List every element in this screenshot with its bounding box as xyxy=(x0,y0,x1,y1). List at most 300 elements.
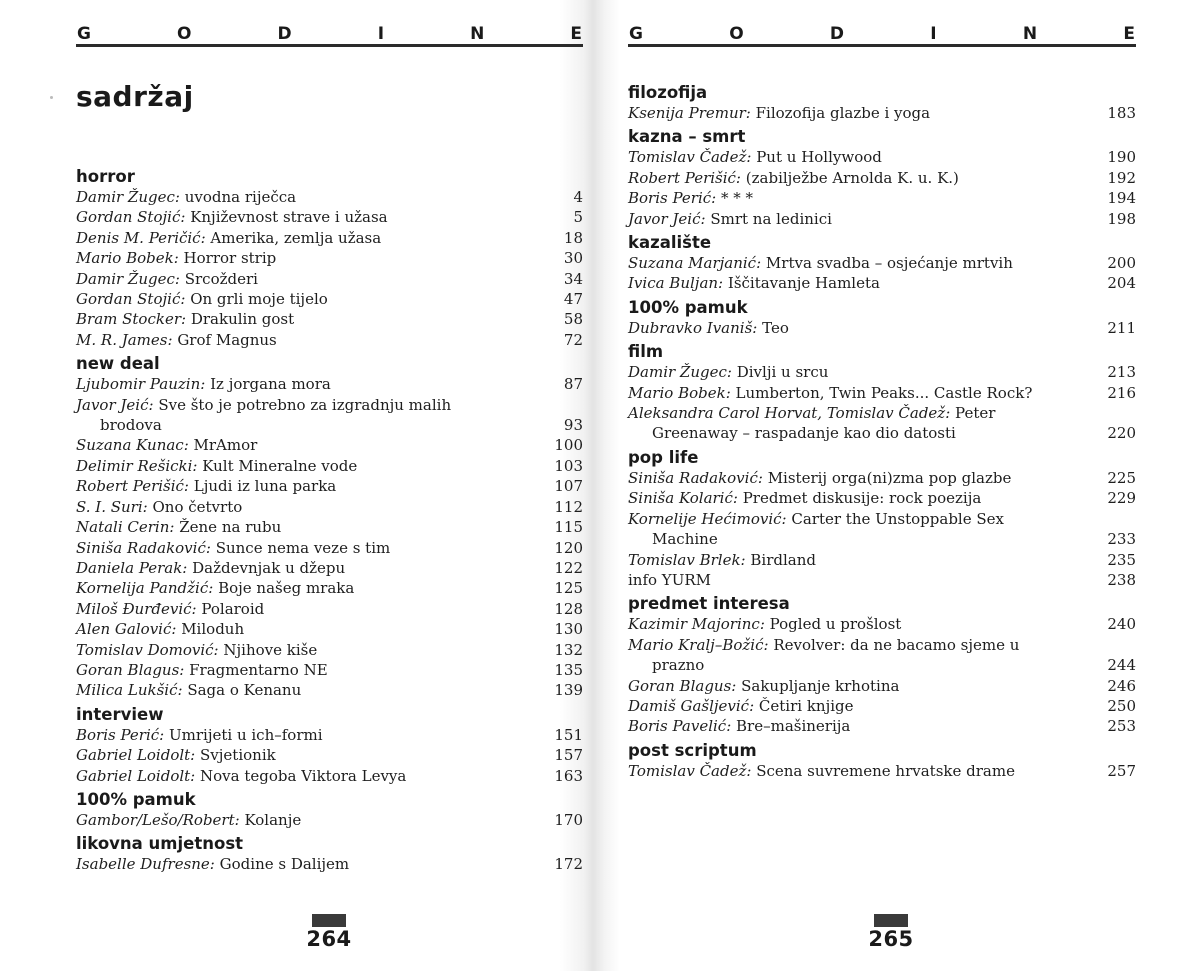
toc-entry[interactable] xyxy=(76,558,583,578)
toc-entry[interactable] xyxy=(628,362,1136,382)
entry-page-number: 103 xyxy=(554,456,583,475)
toc-section xyxy=(628,83,1136,123)
folio-bar xyxy=(874,914,908,927)
entry-author: Suzana Marjanić: xyxy=(628,254,762,273)
entry-title: Daždevnjak u džepu xyxy=(192,558,346,577)
entry-author: Natali Cerin: xyxy=(76,518,175,537)
toc-entry[interactable] xyxy=(76,374,583,394)
entry-text xyxy=(628,696,1106,716)
entry-author: Javor Jeić: xyxy=(628,209,706,228)
entry-title: MrAmor xyxy=(193,436,258,455)
entry-author: Boris Pavelić: xyxy=(628,717,732,736)
section-title: filozofija xyxy=(628,83,708,102)
entry-author: Denis M. Peričić: xyxy=(76,228,206,247)
section-title: pop life xyxy=(628,447,699,467)
toc-entry[interactable] xyxy=(76,517,583,537)
running-head-letter: D xyxy=(829,24,845,44)
entry-text xyxy=(628,614,1106,634)
entry-page-number: 172 xyxy=(554,855,583,874)
toc-entry[interactable] xyxy=(628,403,1136,444)
toc-entry[interactable] xyxy=(628,383,1136,403)
entry-title: Amerika, zemlja užasa xyxy=(210,228,382,247)
entry-author: Robert Perišić: xyxy=(628,168,741,187)
entry-author: Kornelije Hećimović: xyxy=(628,509,787,528)
entry-page-number: 246 xyxy=(1107,676,1136,695)
toc-entry[interactable] xyxy=(76,228,583,248)
entry-page-number: 216 xyxy=(1107,383,1136,402)
section-title: kazalište xyxy=(628,233,712,253)
entry-title: Kolanje xyxy=(244,810,302,829)
entry-author: Tomislav Domović: xyxy=(76,640,219,659)
entry-text xyxy=(76,599,553,619)
entry-text xyxy=(628,509,1106,550)
entry-title: Saga o Kenanu xyxy=(187,681,302,700)
entry-page-number: 233 xyxy=(1107,530,1136,549)
entry-title: Pogled u prošlost xyxy=(769,615,902,634)
entry-page-number: 170 xyxy=(554,810,583,829)
entry-text xyxy=(628,103,1106,123)
page-number: 264 xyxy=(306,927,352,951)
entry-title: Miloduh xyxy=(181,620,245,639)
entry-author: Boris Perić: xyxy=(628,189,717,208)
entry-author: Gordan Stojić: xyxy=(76,290,186,309)
running-head-letter: N xyxy=(470,24,485,44)
entry-author: Kazimir Majorinc: xyxy=(628,615,765,634)
entry-text xyxy=(76,187,553,207)
entry-author: Tomislav Čadež: xyxy=(628,761,752,780)
toc-entry[interactable] xyxy=(628,209,1136,229)
entry-text xyxy=(628,147,1106,167)
entry-page-number: 204 xyxy=(1107,274,1136,293)
entry-text xyxy=(76,578,553,598)
entry-title: Revolver: da ne bacamo sjeme u xyxy=(773,635,1020,654)
entry-text xyxy=(76,725,553,745)
toc-section xyxy=(628,342,1136,444)
entry-author: Gabriel Loidolt: xyxy=(76,766,196,785)
entry-text xyxy=(76,497,553,517)
entry-text xyxy=(628,761,1106,781)
entry-page-number: 125 xyxy=(554,579,583,598)
entry-text xyxy=(628,403,1106,444)
toc-entry[interactable] xyxy=(628,468,1136,488)
entry-author: Ivica Buljan: xyxy=(628,274,724,293)
entry-text xyxy=(628,209,1106,229)
toc-section xyxy=(76,167,583,350)
entry-text xyxy=(76,228,553,248)
entry-text xyxy=(76,248,553,268)
running-head-letter: N xyxy=(1022,24,1038,44)
entry-page-number: 139 xyxy=(554,681,583,700)
right-page xyxy=(628,0,1136,971)
entry-text xyxy=(76,269,553,289)
section-title: 100% pamuk xyxy=(76,789,196,809)
toc-entry[interactable] xyxy=(76,395,583,436)
entry-title: Put u Hollywood xyxy=(756,148,882,167)
entry-page-number: 107 xyxy=(554,477,583,496)
entry-page-number: 115 xyxy=(554,518,583,537)
section-title: 100% pamuk xyxy=(628,297,748,317)
toc-entry[interactable] xyxy=(76,289,583,309)
entry-author: Tomislav Čadež: xyxy=(628,148,752,167)
running-head-letter: E xyxy=(570,24,582,44)
entry-title: Kult Mineralne vode xyxy=(202,456,358,475)
entry-title: info YURM xyxy=(628,570,712,589)
toc-entry[interactable] xyxy=(76,680,583,700)
entry-author: Isabelle Dufresne: xyxy=(76,855,215,874)
section-title: film xyxy=(628,342,664,362)
toc-entry[interactable] xyxy=(628,570,1136,590)
section-title: likovna umjetnost xyxy=(76,834,244,854)
entry-title: Sunce nema veze s tim xyxy=(215,538,391,557)
toc-entry[interactable] xyxy=(628,761,1136,781)
folio xyxy=(851,914,931,950)
entry-author: Gordan Stojić: xyxy=(76,208,186,227)
entry-author: Alen Galović: xyxy=(76,620,177,639)
toc-entry[interactable] xyxy=(76,578,583,598)
entry-text xyxy=(76,289,553,309)
entry-page-number: 135 xyxy=(554,660,583,679)
toc-entry[interactable] xyxy=(628,696,1136,716)
toc-entry[interactable] xyxy=(76,660,583,680)
entry-text xyxy=(628,570,1106,590)
entry-text xyxy=(628,550,1106,570)
toc-title: sadržaj xyxy=(76,80,194,113)
entry-page-number: 220 xyxy=(1107,424,1136,443)
entry-author: Damir Žugec: xyxy=(76,269,180,288)
entry-text xyxy=(76,810,553,830)
entry-page-number: 132 xyxy=(554,640,583,659)
toc-list xyxy=(76,167,583,879)
entry-text xyxy=(76,435,553,455)
entry-page-number: 240 xyxy=(1107,615,1136,634)
entry-author: Mario Bobek: xyxy=(76,249,179,268)
toc-entry[interactable] xyxy=(76,497,583,517)
toc-entry[interactable] xyxy=(76,766,583,786)
entry-author: Boris Perić: xyxy=(76,725,165,744)
entry-text xyxy=(76,517,553,537)
entry-text xyxy=(628,635,1106,676)
entry-title: Njihove kiše xyxy=(223,640,318,659)
entry-page-number: 112 xyxy=(554,497,583,516)
running-head-letter: G xyxy=(629,24,643,44)
toc-entry[interactable] xyxy=(76,309,583,329)
entry-author: Mario Bobek: xyxy=(628,383,731,402)
entry-title: Iz jorgana mora xyxy=(210,375,331,394)
entry-title: On grli moje tijelo xyxy=(190,290,328,309)
entry-author: Gambor/Lešo/Robert: xyxy=(76,810,240,829)
entry-page-number: 47 xyxy=(563,290,583,309)
entry-author: Aleksandra Carol Horvat, Tomislav Čadež: xyxy=(628,404,951,423)
entry-title: Predmet diskusije: rock poezija xyxy=(742,489,982,508)
entry-page-number: 250 xyxy=(1107,696,1136,715)
entry-page-number: 4 xyxy=(573,188,583,206)
entry-title-continuation: prazno xyxy=(652,656,705,675)
entry-title: Bre–mašinerija xyxy=(736,717,851,736)
entry-page-number: 253 xyxy=(1107,717,1136,736)
entry-title: Misterij orga(ni)zma pop glazbe xyxy=(767,468,1012,487)
entry-page-number: 34 xyxy=(563,269,583,288)
entry-text xyxy=(76,330,553,350)
entry-author: Gabriel Loidolt: xyxy=(76,746,196,765)
entry-title: Godine s Dalijem xyxy=(219,855,350,874)
toc-section xyxy=(628,127,1136,229)
entry-author: S. I. Suri: xyxy=(76,497,148,516)
entry-author: Suzana Kunac: xyxy=(76,436,189,455)
toc-entry[interactable] xyxy=(628,635,1136,676)
entry-title: Lumberton, Twin Peaks... Castle Rock? xyxy=(735,383,1033,402)
toc-section xyxy=(628,298,1136,338)
entry-title: Birdland xyxy=(750,550,816,569)
entry-page-number: 198 xyxy=(1107,209,1136,228)
running-head xyxy=(76,18,583,44)
toc-entry[interactable] xyxy=(76,745,583,765)
section-title: interview xyxy=(76,704,164,724)
entry-title: * * * xyxy=(721,189,754,208)
entry-page-number: 190 xyxy=(1107,148,1136,167)
running-head-letter: E xyxy=(1123,24,1135,44)
entry-title: Iščitavanje Hamleta xyxy=(727,274,880,293)
entry-page-number: 130 xyxy=(554,620,583,639)
toc-entry[interactable] xyxy=(76,476,583,496)
entry-title: Fragmentarno NE xyxy=(189,660,328,679)
entry-text xyxy=(76,745,553,765)
running-head-letter: I xyxy=(930,24,937,44)
entry-author: Bram Stocker: xyxy=(76,310,187,329)
entry-page-number: 229 xyxy=(1107,489,1136,508)
entry-title: Srcožderi xyxy=(184,269,258,288)
entry-author: Damir Žugec: xyxy=(76,188,180,206)
toc-entry[interactable] xyxy=(76,810,583,830)
entry-author: M. R. James: xyxy=(76,330,173,349)
entry-author: Ksenija Premur: xyxy=(628,104,751,122)
entry-page-number: 194 xyxy=(1107,189,1136,208)
toc-entry[interactable] xyxy=(76,435,583,455)
entry-page-number: 163 xyxy=(554,766,583,785)
entry-page-number: 72 xyxy=(563,330,583,349)
section-title: predmet interesa xyxy=(628,594,790,614)
entry-page-number: 211 xyxy=(1107,318,1136,337)
entry-page-number: 183 xyxy=(1107,104,1136,122)
entry-title: Polaroid xyxy=(201,599,265,618)
entry-title: Sakupljanje krhotina xyxy=(741,676,900,695)
entry-text xyxy=(76,766,553,786)
entry-author: Dubravko Ivaniš: xyxy=(628,318,758,337)
toc-entry[interactable] xyxy=(628,188,1136,208)
entry-title: Svjetionik xyxy=(200,746,276,765)
entry-title: Umrijeti u ich–formi xyxy=(169,725,323,744)
toc-section xyxy=(628,594,1136,736)
toc-entry[interactable] xyxy=(628,716,1136,736)
entry-author: Siniša Radaković: xyxy=(628,468,763,487)
entry-title: Smrt na ledinici xyxy=(710,209,832,228)
toc-section xyxy=(628,448,1136,590)
entry-page-number: 235 xyxy=(1107,550,1136,569)
entry-page-number: 244 xyxy=(1107,656,1136,675)
entry-text xyxy=(628,488,1106,508)
entry-page-number: 200 xyxy=(1107,254,1136,273)
running-head-letter: O xyxy=(729,24,744,44)
toc-entry[interactable] xyxy=(76,599,583,619)
entry-author: Tomislav Brlek: xyxy=(628,550,746,569)
entry-title: (zabilježbe Arnolda K. u. K.) xyxy=(745,168,959,187)
entry-author: Delimir Rešicki: xyxy=(76,456,198,475)
entry-text xyxy=(76,476,553,496)
toc-entry[interactable] xyxy=(76,725,583,745)
entry-author: Siniša Radaković: xyxy=(76,538,211,557)
toc-entry[interactable] xyxy=(628,509,1136,550)
entry-page-number: 87 xyxy=(563,375,583,394)
running-head-rule xyxy=(76,44,583,47)
entry-text xyxy=(76,619,553,639)
entry-author: Ljubomir Pauzin: xyxy=(76,375,206,394)
entry-author: Miloš Đurđević: xyxy=(76,599,197,618)
entry-text xyxy=(76,309,553,329)
entry-text xyxy=(628,383,1106,403)
entry-text xyxy=(76,207,553,227)
entry-title: Ljudi iz luna parka xyxy=(193,477,337,496)
entry-text xyxy=(76,640,553,660)
entry-title: Drakulin gost xyxy=(190,310,295,329)
entry-title: Grof Magnus xyxy=(177,330,277,349)
entry-author: Milica Lukšić: xyxy=(76,681,183,700)
entry-page-number: 128 xyxy=(554,599,583,618)
entry-title: uvodna riječca xyxy=(184,188,297,206)
entry-page-number: 18 xyxy=(563,228,583,247)
toc-entry[interactable] xyxy=(628,676,1136,696)
entry-author: Siniša Kolarić: xyxy=(628,489,738,508)
section-title: horror xyxy=(76,167,135,186)
toc-entry[interactable] xyxy=(628,103,1136,123)
entry-text xyxy=(628,318,1106,338)
entry-author: Goran Blagus: xyxy=(628,676,737,695)
entry-author: Robert Perišić: xyxy=(76,477,189,496)
toc-section xyxy=(628,741,1136,781)
entry-text xyxy=(628,716,1106,736)
entry-text xyxy=(628,676,1106,696)
entry-text xyxy=(628,188,1106,208)
entry-title: Teo xyxy=(762,318,789,337)
entry-page-number: 238 xyxy=(1107,570,1136,589)
entry-title: Žene na rubu xyxy=(179,518,282,537)
entry-author: Goran Blagus: xyxy=(76,660,185,679)
entry-text xyxy=(76,660,553,680)
toc-entry[interactable] xyxy=(76,330,583,350)
toc-entry[interactable] xyxy=(628,614,1136,634)
toc-entry[interactable] xyxy=(628,318,1136,338)
entry-text xyxy=(76,854,553,874)
speck xyxy=(50,96,53,99)
running-head-letter: I xyxy=(377,24,385,44)
toc-entry[interactable] xyxy=(76,854,583,874)
toc-entry[interactable] xyxy=(628,488,1136,508)
entry-title: Boje našeg mraka xyxy=(218,579,355,598)
entry-text xyxy=(628,168,1106,188)
running-head-letter: O xyxy=(177,24,192,44)
entry-title: Peter xyxy=(955,404,996,423)
entry-author: Daniela Perak: xyxy=(76,558,188,577)
entry-title-continuation: Greenaway – raspadanje kao dio datosti xyxy=(652,424,956,443)
entry-text xyxy=(76,680,553,700)
entry-text xyxy=(628,273,1106,293)
entry-author: Javor Jeić: xyxy=(76,395,154,414)
entry-title: Carter the Unstoppable Sex xyxy=(791,509,1004,528)
entry-title: Nova tegoba Viktora Levya xyxy=(200,766,407,785)
entry-text xyxy=(76,558,553,578)
entry-page-number: 30 xyxy=(563,249,583,268)
toc-entry[interactable] xyxy=(76,248,583,268)
toc-entry[interactable] xyxy=(76,538,583,558)
entry-title: Divlji u srcu xyxy=(736,363,829,382)
toc-entry[interactable] xyxy=(76,619,583,639)
entry-author: Mario Kralj–Božić: xyxy=(628,635,769,654)
toc-entry[interactable] xyxy=(628,273,1136,293)
entry-page-number: 151 xyxy=(554,725,583,744)
entry-title: Sve što je potrebno za izgradnju malih xyxy=(158,395,452,414)
entry-page-number: 192 xyxy=(1107,168,1136,187)
entry-page-number: 58 xyxy=(563,310,583,329)
page-number: 265 xyxy=(868,927,914,951)
running-head-letter: D xyxy=(277,24,292,44)
toc-entry[interactable] xyxy=(628,147,1136,167)
running-head xyxy=(628,18,1136,44)
entry-title: Horror strip xyxy=(183,249,277,268)
entry-text xyxy=(76,395,553,436)
toc-entry[interactable] xyxy=(76,269,583,289)
entry-page-number: 213 xyxy=(1107,363,1136,382)
toc-entry[interactable] xyxy=(76,640,583,660)
entry-page-number: 120 xyxy=(554,538,583,557)
entry-author: Damiš Gašljević: xyxy=(628,696,755,715)
entry-page-number: 257 xyxy=(1107,761,1136,780)
toc-entry[interactable] xyxy=(76,456,583,476)
running-head-rule xyxy=(628,44,1136,47)
entry-title-continuation: Machine xyxy=(652,530,718,549)
entry-author: Damir Žugec: xyxy=(628,363,732,382)
entry-title: Filozofija glazbe i yoga xyxy=(755,104,931,122)
toc-section xyxy=(76,705,583,786)
entry-text xyxy=(628,253,1106,273)
entry-text xyxy=(76,456,553,476)
section-title: post scriptum xyxy=(628,740,757,760)
entry-title: Mrtva svadba – osjećanje mrtvih xyxy=(765,254,1013,273)
toc-section xyxy=(628,233,1136,294)
entry-text xyxy=(76,538,553,558)
toc-entry[interactable] xyxy=(76,187,583,207)
entry-title: Ono četvrto xyxy=(152,497,243,516)
entry-title-continuation: brodova xyxy=(100,416,162,435)
entry-text xyxy=(628,362,1106,382)
toc-entry[interactable] xyxy=(76,207,583,227)
toc-entry[interactable] xyxy=(628,253,1136,273)
entry-text xyxy=(76,374,553,394)
running-head-letter: G xyxy=(77,24,91,44)
entry-title: Književnost strave i užasa xyxy=(190,208,388,227)
toc-section xyxy=(76,790,583,830)
entry-page-number: 157 xyxy=(554,746,583,765)
section-title: new deal xyxy=(76,354,160,374)
toc-entry[interactable] xyxy=(628,168,1136,188)
entry-text xyxy=(628,468,1106,488)
toc-entry[interactable] xyxy=(628,550,1136,570)
entry-page-number: 5 xyxy=(573,208,583,227)
section-title: kazna – smrt xyxy=(628,127,746,147)
entry-title: Četiri knjige xyxy=(758,696,854,715)
toc-list xyxy=(628,83,1136,785)
folio-bar xyxy=(312,914,346,927)
entry-page-number: 100 xyxy=(554,436,583,455)
entry-author: Kornelija Pandžić: xyxy=(76,579,214,598)
toc-section xyxy=(76,354,583,701)
